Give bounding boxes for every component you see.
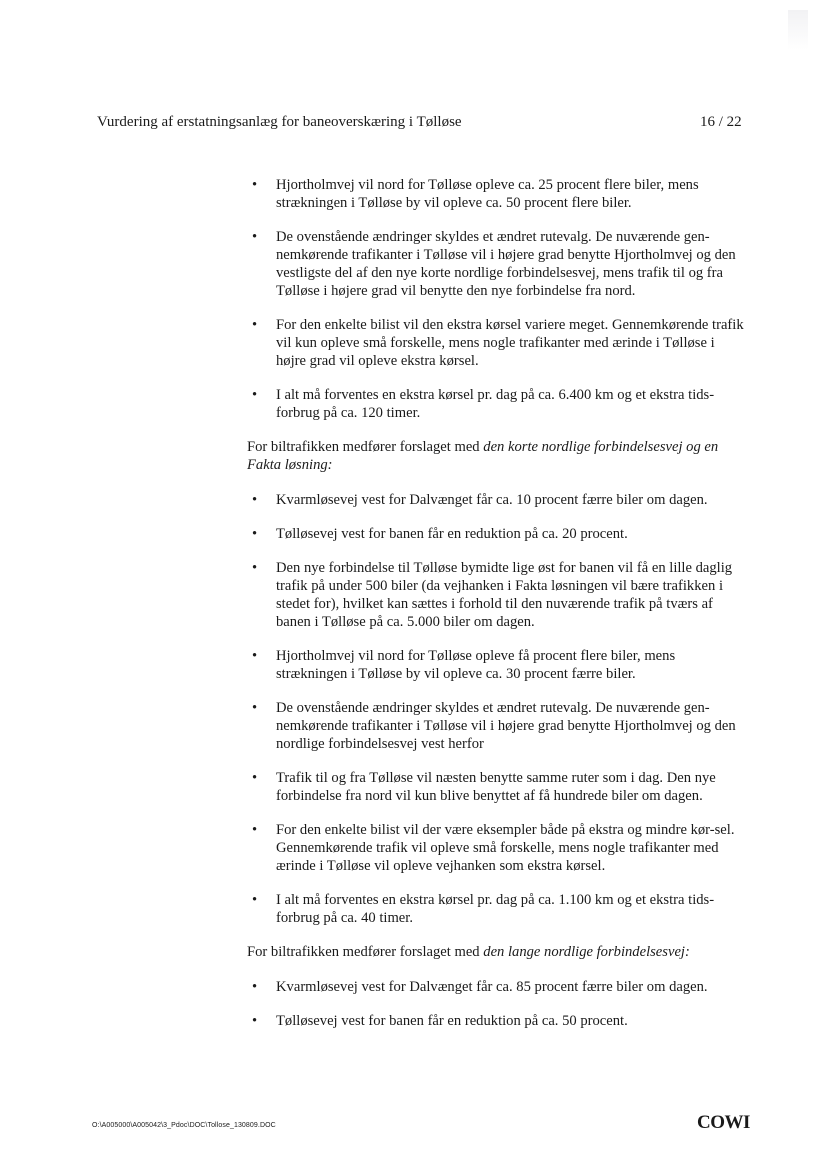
- page-number: 16 / 22: [700, 114, 742, 130]
- bullet-icon: •: [252, 822, 258, 838]
- list-item: • Den nye forbindelse til Tølløse bymidte lige øst for banen vil få en lille daglig trafik på under 500 biler (da vejhanken i Fakta løsningen vil bære trafikken i stedet for), hvilket kan sættes i forhold til den nuværende trafik på tværs af banen i Tølløse på ca. 5.000 biler om dagen.: [252, 560, 733, 630]
- bullet-icon: •: [252, 492, 258, 508]
- list-item: • Hjortholmvej vil nord for Tølløse opleve ca. 25 procent flere biler, mens strækningen i Tølløse by vil opleve ca. 50 procent flere biler.: [252, 177, 699, 211]
- bullet-icon: •: [252, 177, 258, 193]
- bullet-icon: •: [252, 770, 258, 786]
- list-item: • For den enkelte bilist vil der være eksempler både på ekstra og mindre kør-sel. Gennemkørende trafik vil opleve små forskelle, mens nogle trafikanter med ærinde i Tølløse vil opleve vejhanken som ekstra kørsel.: [252, 822, 735, 874]
- bullet-list-a: [247, 176, 747, 422]
- paragraph-long-road: For biltrafikken medfører forslaget med den lange nordlige forbindelsesvej:: [247, 944, 690, 960]
- scan-artifact: [788, 10, 808, 50]
- list-item: • De ovenstående ændringer skyldes et ændret rutevalg. De nuværende gen-nemkørende trafikanter i Tølløse vil i højere grad benytte Hjortholmvej og den nordlige forbindelsesvej vest herfor: [252, 700, 736, 752]
- bullet-icon: •: [252, 1013, 258, 1029]
- list-item: • Kvarmløsevej vest for Dalvænget får ca. 10 procent færre biler om dagen.: [252, 492, 708, 508]
- list-item: • For den enkelte bilist vil den ekstra kørsel variere meget. Gennemkørende trafik vil kun opleve små forskelle, mens nogle trafikanter med ærinde i Tølløse i højre grad vil opleve ekstra kørsel.: [252, 317, 744, 369]
- list-item: • I alt må forventes en ekstra kørsel pr. dag på ca. 6.400 km og et ekstra tids-forbrug på ca. 120 timer.: [252, 387, 715, 421]
- header-title: Vurdering af erstatningsanlæg for baneoverskæring i Tølløse: [97, 114, 462, 130]
- bullet-icon: •: [252, 892, 258, 908]
- bullet-list-c: [247, 978, 747, 1030]
- emphasis-text: den lange nordlige forbindelsesvej:: [483, 944, 690, 960]
- bullet-icon: •: [252, 648, 258, 664]
- bullet-icon: •: [252, 526, 258, 542]
- list-item: • De ovenstående ændringer skyldes et ændret rutevalg. De nuværende gen-nemkørende trafikanter i Tølløse vil i højere grad benytte Hjortholmvej og den vestligste del af den nye korte nordlige forbindelsesvej, mens trafik til og fra Tølløse i højere grad vil benytte den nye forbindelse fra nord.: [252, 229, 736, 299]
- file-path: O:\A005000\A005042\3_Pdoc\DOC\Tollose_130809.DOC: [92, 1122, 276, 1129]
- bullet-list-b: [247, 491, 747, 927]
- bullet-icon: •: [252, 700, 258, 716]
- list-item: • Trafik til og fra Tølløse vil næsten benytte samme ruter som i dag. Den nye forbindelse fra nord vil kun blive benyttet af få hundrede biler om dagen.: [252, 770, 716, 804]
- bullet-icon: •: [252, 560, 258, 576]
- list-item: • Hjortholmvej vil nord for Tølløse opleve få procent flere biler, mens strækningen i Tølløse by vil opleve ca. 30 procent færre biler.: [252, 648, 676, 682]
- emphasis-text: den korte nordlige forbindelsesvej og en Fakta løsning:: [247, 439, 719, 473]
- bullet-icon: •: [252, 979, 258, 995]
- list-item: • Tølløsevej vest for banen får en reduktion på ca. 20 procent.: [252, 526, 628, 542]
- body-content: [247, 176, 747, 1046]
- cowi-logo: COWI: [697, 1112, 750, 1133]
- bullet-icon: •: [252, 317, 258, 333]
- list-item: • Kvarmløsevej vest for Dalvænget får ca. 85 procent færre biler om dagen.: [252, 979, 708, 995]
- list-item: • I alt må forventes en ekstra kørsel pr. dag på ca. 1.100 km og et ekstra tids-forbrug på ca. 40 timer.: [252, 892, 715, 926]
- bullet-icon: •: [252, 229, 258, 245]
- paragraph-short-road-fakta: For biltrafikken medfører forslaget med den korte nordlige forbindelsesvej og en Fakta løsning:: [247, 439, 719, 473]
- list-item: • Tølløsevej vest for banen får en reduktion på ca. 50 procent.: [252, 1013, 628, 1029]
- bullet-icon: •: [252, 387, 258, 403]
